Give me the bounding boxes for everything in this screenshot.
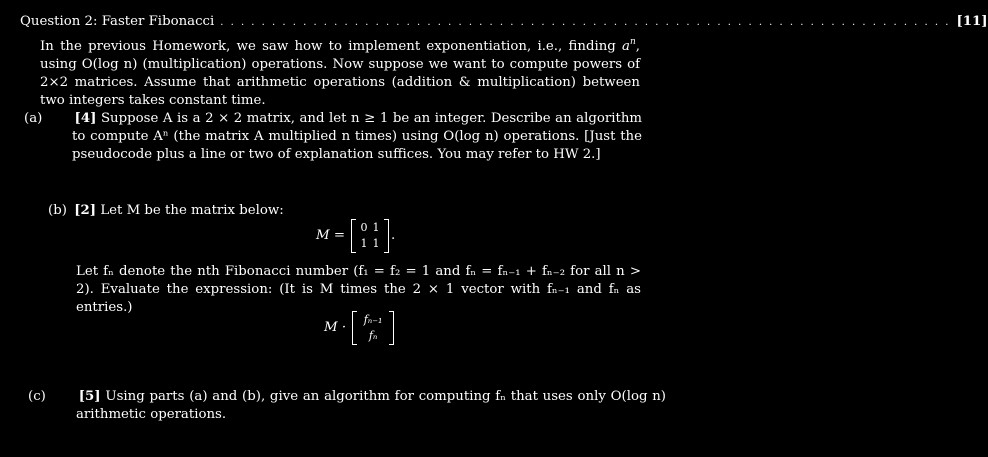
part-b-text-1: Let M be the matrix below: bbox=[100, 203, 284, 218]
right-bracket bbox=[384, 219, 389, 253]
part-a-label: (a) bbox=[24, 111, 43, 126]
matrix-cells bbox=[356, 220, 384, 252]
leader-dots: . . . . . . . . . . . . . . . . . . . . . . . . . . . . . . . . . . . . . . . . . . . . . . . . . . . . . . . . . . . . . . . . . . . . . . . bbox=[220, 17, 951, 28]
product-lhs: M · bbox=[324, 320, 347, 335]
question-header bbox=[20, 13, 988, 32]
matrix-cell: 1 bbox=[372, 221, 380, 234]
matrix-m bbox=[351, 219, 389, 253]
question-points: [11] bbox=[956, 14, 988, 29]
part-c bbox=[28, 388, 666, 424]
part-c-points: [5] bbox=[78, 389, 101, 404]
part-b-body bbox=[76, 263, 641, 317]
part-a bbox=[24, 110, 643, 164]
vector-cell: fₙ bbox=[368, 329, 378, 342]
matrix-lhs: M = bbox=[316, 228, 345, 243]
matrix-end: . bbox=[390, 228, 396, 243]
part-b-points: [2] bbox=[74, 203, 97, 218]
part-a-text: Suppose A is a 2 × 2 matrix, and let n ≥ 1 be an integer. Describe an algorithm to compute Aⁿ (the matrix A multiplied n times) using O(log n) operations. [Just the pseudocode plus a line or two of explanation suffices. You may refer to HW 2.] bbox=[72, 111, 643, 162]
part-b-label: (b) bbox=[48, 203, 67, 218]
intro-a: a bbox=[622, 39, 630, 54]
matrix-m-display bbox=[316, 219, 395, 253]
part-b-text-2: Let fₙ denote the nth Fibonacci number (f₁ = f₂ = 1 and fₙ = fₙ₋₁ + fₙ₋₂ for all n > 2). Evaluate the expression: (It is M times the 2 × 1 vector with fₙ₋₁ and fₙ as entries.) bbox=[76, 264, 641, 315]
intro-n: n bbox=[629, 37, 636, 47]
part-b-intro bbox=[48, 202, 618, 220]
matrix-cell: 1 bbox=[360, 237, 368, 250]
intro-text-2: , using O(log n) (multiplication) operations. Now suppose we want to compute powers of 2×2 matrices. Assume that arithmetic operations (addition & multiplication) between two integers takes constant time. bbox=[40, 39, 640, 108]
intro-text-1: In the previous Homework, we saw how to implement exponentiation, i.e., finding bbox=[40, 39, 623, 54]
question-title: Question 2: Faster Fibonacci bbox=[20, 14, 215, 29]
product-display bbox=[324, 311, 394, 345]
vector-cell: fₙ₋₁ bbox=[363, 313, 383, 326]
matrix-cell: 0 bbox=[360, 221, 368, 234]
right-bracket bbox=[389, 311, 394, 345]
part-c-text: Using parts (a) and (b), give an algorithm for computing fₙ that uses only O(log n) arithmetic operations. bbox=[76, 389, 666, 422]
intro-paragraph bbox=[40, 33, 640, 110]
vector-f bbox=[352, 311, 394, 345]
vector-cells bbox=[357, 312, 389, 344]
part-c-label: (c) bbox=[28, 389, 46, 404]
matrix-cell: 1 bbox=[372, 237, 380, 250]
part-a-points: [4] bbox=[74, 111, 97, 126]
